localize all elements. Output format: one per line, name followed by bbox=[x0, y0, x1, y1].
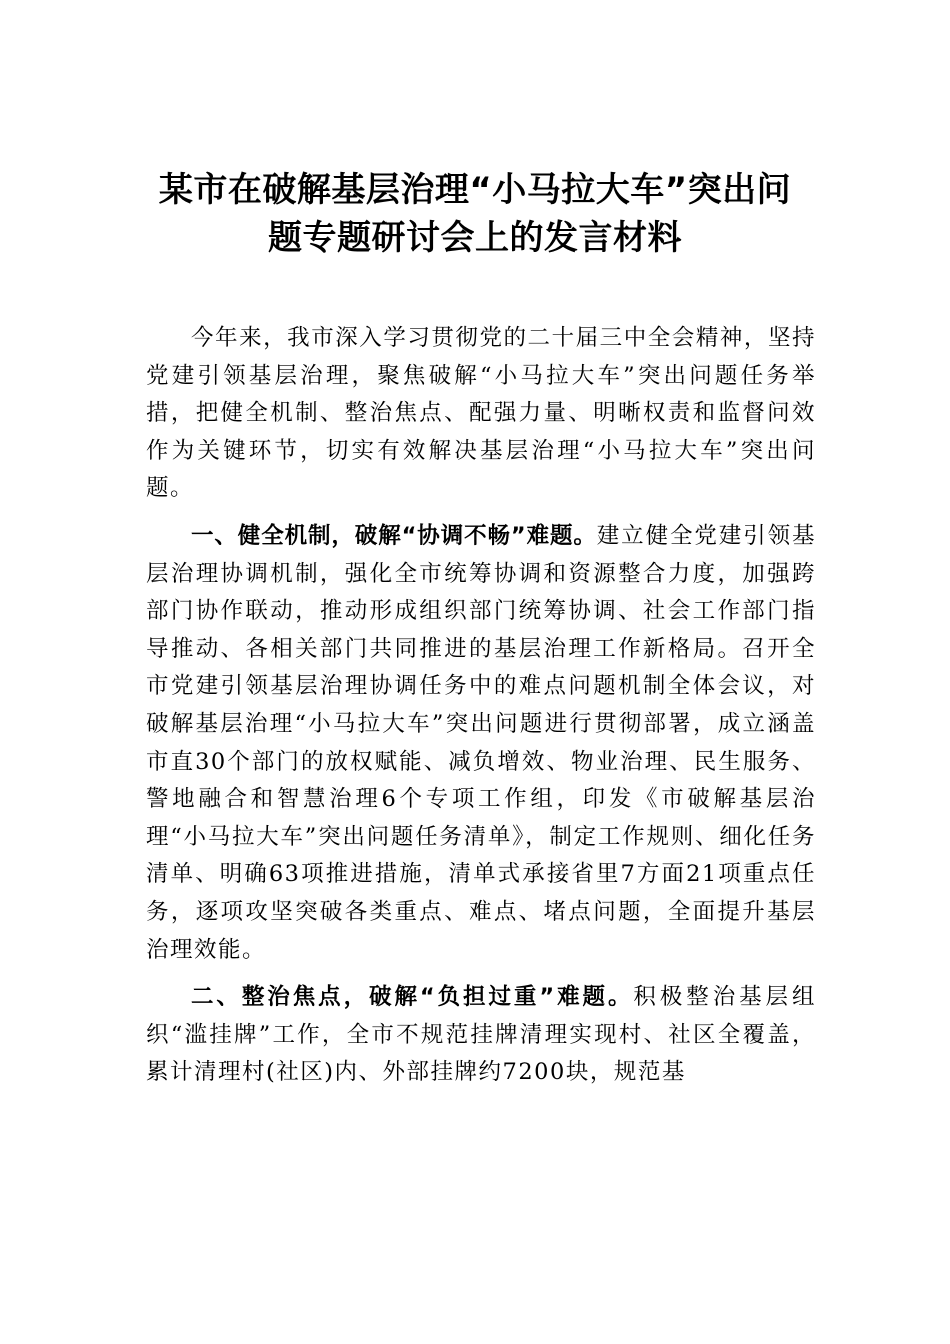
section-heading: 二、整治焦点，破解“负担过重”难题。 bbox=[191, 984, 634, 1011]
section-2-paragraph bbox=[146, 979, 816, 1092]
paragraph-text: 积极整治基层组织“滥挂牌”工作，全市不规范挂牌清理实现村、社区全覆盖，累计清理村(社区)内、外部挂牌约7200块，规范基 bbox=[146, 984, 816, 1086]
paragraph-text: 今年来，我市深入学习贯彻党的二十届三中全会精神，坚持党建引领基层治理，聚焦破解“小马拉大车”突出问题任务举措，把健全机制、整治焦点、配强力量、明晰权责和监督问效作为关键环节，切实有效解决基层治理“小马拉大车”突出问题。 bbox=[146, 325, 816, 502]
intro-paragraph bbox=[146, 320, 816, 508]
document-title bbox=[120, 166, 830, 262]
document-body bbox=[146, 320, 816, 1102]
title-line-1: 某市在破解基层治理“小马拉大车”突出问 bbox=[158, 170, 792, 210]
section-1-paragraph bbox=[146, 518, 816, 969]
section-heading: 一、健全机制，破解“协调不畅”难题。 bbox=[191, 522, 597, 549]
paragraph-text: 建立健全党建引领基层治理协调机制，强化全市统筹协调和资源整合力度，加强跨部门协作联动，推动形成组织部门统筹协调、社会工作部门指导推动、各相关部门共同推进的基层治理工作新格局。召开全市党建引领基层治理协调任务中的难点问题机制全体会议，对破解基层治理“小马拉大车”突出问题进行贯彻部署，成立涵盖市直30个部门的放权赋能、减负增效、物业治理、民生服务、警地融合和智慧治理6个专项工作组，印发《市破解基层治理“小马拉大车”突出问题任务清单》，制定工作规则、细化任务清单、明确63项推进措施，清单式承接省里7方面21项重点任务，逐项攻坚突破各类重点、难点、堵点问题，全面提升基层治理效能。 bbox=[146, 522, 816, 963]
title-line-2: 题专题研讨会上的发言材料 bbox=[268, 218, 682, 258]
